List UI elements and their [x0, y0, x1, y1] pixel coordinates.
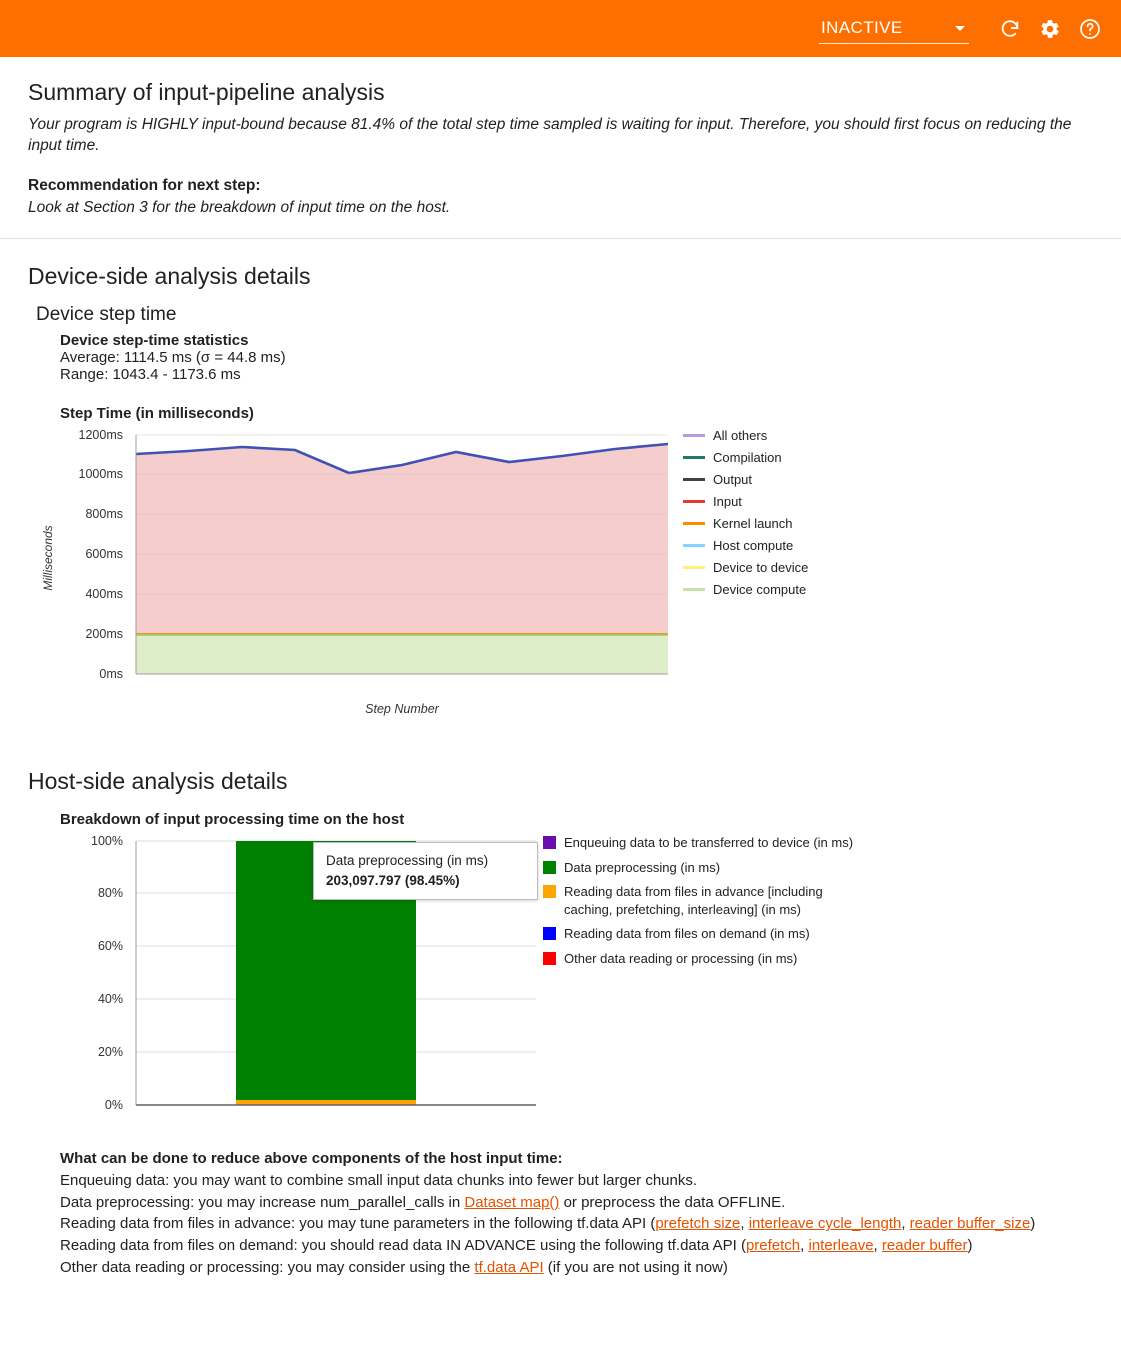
prefetch-size-link[interactable]: prefetch size — [655, 1215, 741, 1233]
summary-body: Your program is HIGHLY input-bound because 81.4% of the total step time sampled is waiting for input. Therefore, you should first focus on reducing the input time. — [28, 116, 1072, 155]
svg-text:0ms: 0ms — [99, 667, 123, 682]
legend-swatch-icon — [683, 478, 705, 481]
dataset-map-link[interactable]: Dataset map() — [464, 1193, 560, 1211]
svg-text:40%: 40% — [97, 992, 123, 1007]
refresh-icon[interactable] — [993, 12, 1027, 46]
device-stats-title: Device step-time statistics — [60, 332, 249, 350]
interleave-cycle-length-link[interactable]: interleave cycle_length — [748, 1215, 902, 1233]
legend-label: All others — [713, 428, 768, 444]
legend-label: Input — [713, 494, 742, 510]
legend-swatch-icon — [543, 927, 556, 940]
advice-line-preprocessing — [60, 1192, 1093, 1214]
legend-item[interactable] — [683, 560, 808, 575]
advice-text: Reading data from files in advance: you may tune parameters in the following tf.data API ( — [60, 1215, 656, 1233]
interleave-link[interactable]: interleave — [808, 1237, 874, 1255]
advice-text: ) — [1030, 1215, 1036, 1233]
svg-text:80%: 80% — [97, 886, 123, 901]
svg-text:800ms: 800ms — [85, 507, 123, 522]
legend-item[interactable] — [683, 582, 808, 597]
top-toolbar — [0, 0, 1121, 57]
gear-icon[interactable] — [1033, 12, 1067, 46]
legend-item[interactable] — [543, 925, 943, 943]
legend-swatch-icon — [683, 522, 705, 525]
tooltip-value: 203,097.797 (98.45%) — [326, 872, 460, 888]
legend-label: Host compute — [713, 538, 794, 554]
legend-item[interactable] — [543, 950, 943, 968]
device-section — [0, 263, 1121, 728]
recommendation-title: Recommendation for next step: — [28, 176, 261, 194]
legend-item[interactable] — [683, 428, 808, 443]
reader-buffer-size-link[interactable]: reader buffer_size — [909, 1215, 1031, 1233]
step-time-chart[interactable] — [28, 428, 1093, 728]
legend-item[interactable] — [683, 472, 808, 487]
legend-label: Data preprocessing (in ms) — [564, 859, 721, 875]
run-selector-value: INACTIVE — [821, 18, 903, 37]
advice-text: (if you are not using it now) — [543, 1258, 728, 1276]
legend-label: Reading data from files on demand (in ms) — [564, 926, 810, 942]
legend-swatch-icon — [683, 500, 705, 503]
advice-text: Enqueuing data: you may want to combine small input data chunks into fewer but larger chunks. — [60, 1171, 698, 1189]
svg-text:1200ms: 1200ms — [78, 428, 123, 443]
advice-text: , — [873, 1237, 882, 1255]
advice-line-enqueuing — [60, 1170, 1093, 1192]
step-time-chart-svg — [28, 428, 1088, 728]
advice-text: , — [800, 1237, 809, 1255]
legend-swatch-icon — [543, 952, 556, 965]
device-stats-range: Range: 1043.4 - 1173.6 ms — [60, 366, 241, 384]
advice-text: Other data reading or processing: you may consider using the — [60, 1258, 475, 1276]
advice-line-read-advance — [60, 1213, 1093, 1235]
svg-text:100%: 100% — [91, 834, 123, 849]
advice-text: , — [901, 1215, 910, 1233]
advice-text: Reading data from files on demand: you should read data IN ADVANCE using the following tf.data API ( — [60, 1237, 746, 1255]
chevron-down-icon — [955, 26, 965, 31]
advice-text: or preprocess the data OFFLINE. — [559, 1193, 786, 1211]
legend-label: Other data reading or processing (in ms) — [564, 950, 798, 966]
advice-line-other — [60, 1257, 1093, 1279]
help-icon[interactable] — [1073, 12, 1107, 46]
legend-label: Output — [713, 472, 753, 488]
step-time-legend — [683, 428, 808, 604]
legend-swatch-icon — [683, 588, 705, 591]
host-advice-title: What can be done to reduce above components of the host input time: — [60, 1150, 563, 1168]
legend-swatch-icon — [543, 885, 556, 898]
legend-item[interactable] — [683, 516, 808, 531]
prefetch-link[interactable]: prefetch — [745, 1237, 801, 1255]
legend-item[interactable] — [543, 859, 943, 877]
legend-label: Device compute — [713, 582, 807, 598]
recommendation-body: Look at Section 3 for the breakdown of input time on the host. — [28, 198, 451, 216]
host-advice — [60, 1148, 1093, 1279]
svg-text:1000ms: 1000ms — [78, 467, 123, 482]
legend-item[interactable] — [683, 450, 808, 465]
device-step-time-subtitle: Device step time — [36, 304, 177, 326]
host-breakdown-chart[interactable] — [28, 834, 1093, 1134]
legend-label: Device to device — [713, 560, 809, 576]
advice-text: ) — [967, 1237, 973, 1255]
legend-label: Enqueuing data to be transferred to device (in ms) — [564, 835, 854, 851]
svg-text:600ms: 600ms — [85, 547, 123, 562]
svg-text:400ms: 400ms — [85, 587, 123, 602]
legend-swatch-icon — [683, 456, 705, 459]
summary-panel — [0, 57, 1121, 239]
tooltip-label: Data preprocessing (in ms) — [326, 853, 489, 869]
advice-line-read-demand — [60, 1235, 1093, 1257]
legend-swatch-icon — [683, 544, 705, 547]
device-stats-average: Average: 1114.5 ms (σ = 44.8 ms) — [60, 349, 286, 367]
legend-swatch-icon — [683, 434, 705, 437]
device-stats — [60, 332, 1093, 383]
svg-text:Milliseconds: Milliseconds — [41, 525, 55, 591]
legend-item[interactable] — [683, 494, 808, 509]
host-section — [0, 768, 1121, 1279]
legend-item[interactable] — [543, 883, 943, 918]
chart-tooltip — [313, 842, 538, 900]
host-chart-title: Breakdown of input processing time on the host — [60, 811, 405, 829]
step-time-chart-title: Step Time (in milliseconds) — [60, 405, 254, 423]
legend-label: Compilation — [713, 450, 782, 466]
device-section-title: Device-side analysis details — [28, 263, 311, 290]
tf-data-api-link[interactable]: tf.data API — [474, 1258, 544, 1276]
legend-label: Kernel launch — [713, 516, 793, 532]
advice-text: Data preprocessing: you may increase num_parallel_calls in — [60, 1193, 465, 1211]
svg-text:20%: 20% — [97, 1045, 123, 1060]
legend-label: Reading data from files in advance [including caching, prefetching, interleaving] (in ms) — [564, 884, 823, 917]
legend-swatch-icon — [543, 861, 556, 874]
host-section-title: Host-side analysis details — [28, 768, 288, 795]
legend-swatch-icon — [543, 836, 556, 849]
host-breakdown-legend — [543, 834, 943, 974]
svg-text:60%: 60% — [97, 939, 123, 954]
svg-text:Step Number: Step Number — [365, 702, 439, 717]
svg-text:0%: 0% — [104, 1098, 123, 1113]
run-selector[interactable] — [819, 14, 969, 44]
svg-text:200ms: 200ms — [85, 627, 123, 642]
legend-swatch-icon — [683, 566, 705, 569]
reader-buffer-link[interactable]: reader buffer — [881, 1237, 968, 1255]
advice-text: , — [740, 1215, 749, 1233]
legend-item[interactable] — [683, 538, 808, 553]
legend-item[interactable] — [543, 834, 943, 852]
page-title: Summary of input-pipeline analysis — [28, 79, 385, 105]
